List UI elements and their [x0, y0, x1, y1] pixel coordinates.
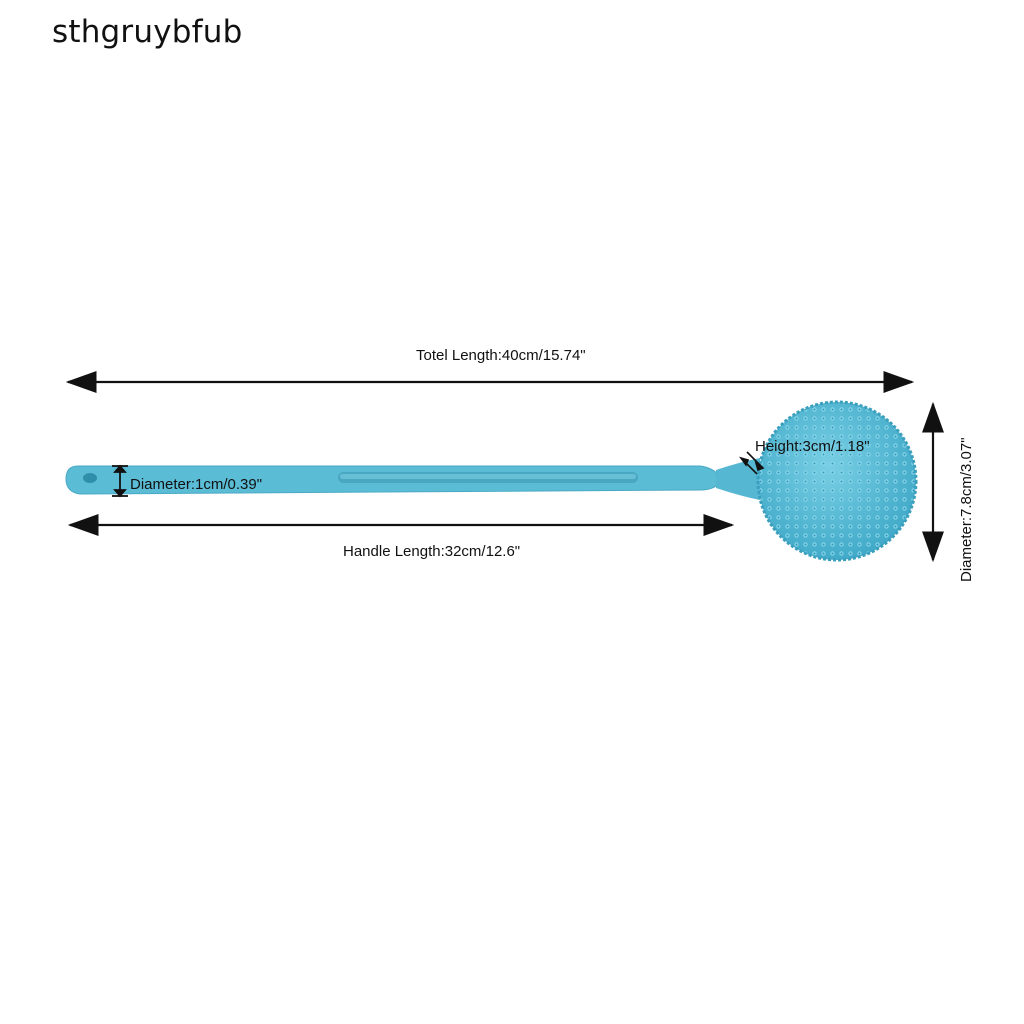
head-height-label: Height:3cm/1.18" — [755, 438, 870, 455]
watermark-text: sthgruybfub — [52, 14, 243, 50]
brush-head — [758, 402, 916, 560]
handle-diameter-label: Diameter:1cm/0.39" — [130, 476, 263, 493]
head-diameter-label: Diameter:7.8cm/3.07" — [958, 437, 975, 582]
hanging-hole — [83, 473, 97, 483]
total-length-label: Totel Length:40cm/15.74" — [416, 347, 586, 364]
handle-length-label: Handle Length:32cm/12.6" — [343, 543, 521, 560]
